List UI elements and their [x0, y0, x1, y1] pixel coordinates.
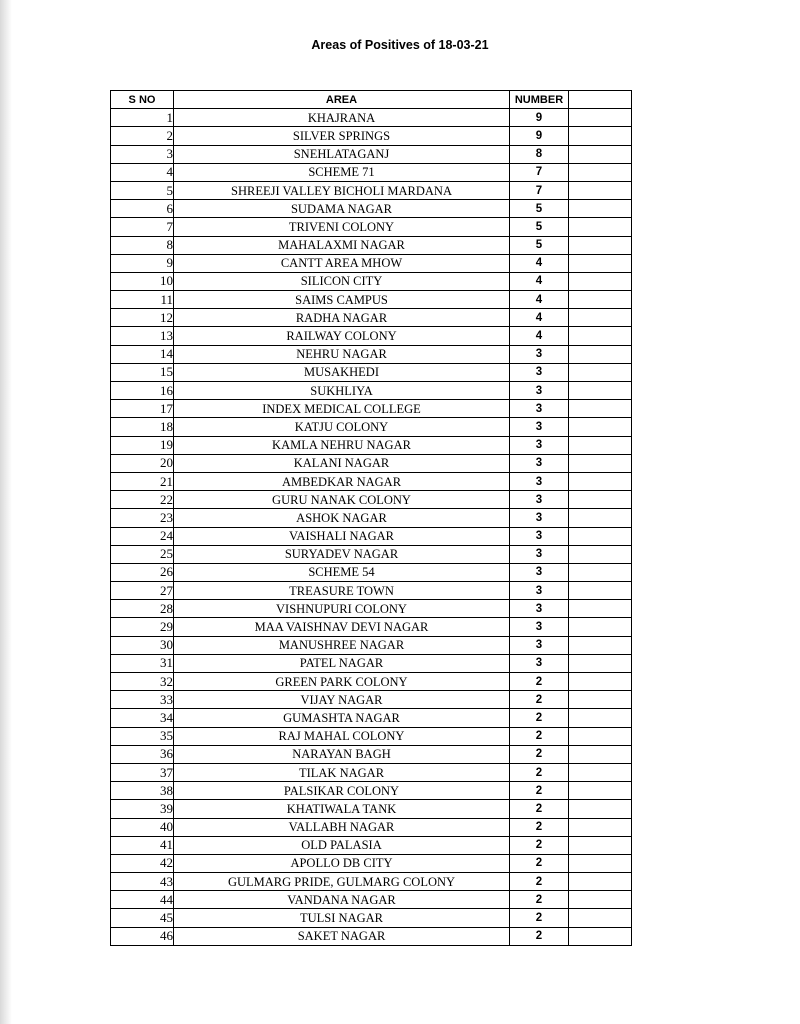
table-row — [111, 527, 632, 545]
cell-sno: 20 — [111, 454, 174, 472]
cell-sno: 26 — [111, 563, 174, 581]
cell-area: MAA VAISHNAV DEVI NAGAR — [174, 618, 510, 636]
cell-number: 5 — [510, 218, 569, 236]
cell-extra — [569, 254, 632, 272]
cell-number: 4 — [510, 327, 569, 345]
cell-number: 3 — [510, 491, 569, 509]
cell-extra — [569, 509, 632, 527]
table-row — [111, 345, 632, 363]
table-row — [111, 709, 632, 727]
table-row — [111, 236, 632, 254]
table-header-row — [111, 91, 632, 109]
cell-area: SILICON CITY — [174, 272, 510, 290]
table-row — [111, 927, 632, 945]
cell-sno: 12 — [111, 309, 174, 327]
cell-area: OLD PALASIA — [174, 836, 510, 854]
cell-number: 2 — [510, 854, 569, 872]
cell-extra — [569, 854, 632, 872]
cell-extra — [569, 527, 632, 545]
cell-extra — [569, 382, 632, 400]
cell-sno: 32 — [111, 673, 174, 691]
cell-sno: 2 — [111, 127, 174, 145]
cell-extra — [569, 600, 632, 618]
table-row — [111, 291, 632, 309]
cell-sno: 25 — [111, 545, 174, 563]
cell-extra — [569, 709, 632, 727]
cell-number: 5 — [510, 236, 569, 254]
cell-number: 3 — [510, 382, 569, 400]
cell-sno: 39 — [111, 800, 174, 818]
cell-area: VALLABH NAGAR — [174, 818, 510, 836]
cell-area: TRIVENI COLONY — [174, 218, 510, 236]
cell-sno: 1 — [111, 109, 174, 127]
cell-number: 2 — [510, 673, 569, 691]
cell-number: 2 — [510, 691, 569, 709]
cell-sno: 4 — [111, 163, 174, 181]
table-row — [111, 636, 632, 654]
cell-number: 3 — [510, 363, 569, 381]
cell-sno: 17 — [111, 400, 174, 418]
table-row — [111, 145, 632, 163]
cell-extra — [569, 582, 632, 600]
cell-number: 2 — [510, 800, 569, 818]
cell-number: 3 — [510, 618, 569, 636]
cell-area: VIJAY NAGAR — [174, 691, 510, 709]
cell-number: 2 — [510, 745, 569, 763]
table-row — [111, 818, 632, 836]
table-row — [111, 382, 632, 400]
cell-number: 2 — [510, 891, 569, 909]
cell-sno: 8 — [111, 236, 174, 254]
cell-number: 3 — [510, 654, 569, 672]
cell-sno: 27 — [111, 582, 174, 600]
cell-extra — [569, 727, 632, 745]
cell-extra — [569, 309, 632, 327]
cell-extra — [569, 291, 632, 309]
cell-sno: 22 — [111, 491, 174, 509]
table-row — [111, 181, 632, 199]
cell-extra — [569, 563, 632, 581]
cell-area: VAISHALI NAGAR — [174, 527, 510, 545]
cell-area: SAIMS CAMPUS — [174, 291, 510, 309]
cell-extra — [569, 673, 632, 691]
cell-number: 3 — [510, 454, 569, 472]
cell-number: 4 — [510, 254, 569, 272]
cell-area: MANUSHREE NAGAR — [174, 636, 510, 654]
cell-area: MUSAKHEDI — [174, 363, 510, 381]
cell-number: 3 — [510, 436, 569, 454]
cell-number: 2 — [510, 836, 569, 854]
cell-number: 2 — [510, 909, 569, 927]
table-row — [111, 127, 632, 145]
cell-area: CANTT AREA MHOW — [174, 254, 510, 272]
table-row — [111, 673, 632, 691]
cell-area: VANDANA NAGAR — [174, 891, 510, 909]
table-row — [111, 745, 632, 763]
cell-area: KHATIWALA TANK — [174, 800, 510, 818]
cell-extra — [569, 745, 632, 763]
cell-area: SCHEME 71 — [174, 163, 510, 181]
cell-number: 2 — [510, 763, 569, 781]
cell-sno: 43 — [111, 873, 174, 891]
cell-area: TILAK NAGAR — [174, 763, 510, 781]
cell-extra — [569, 545, 632, 563]
cell-extra — [569, 654, 632, 672]
table-row — [111, 691, 632, 709]
table-row — [111, 800, 632, 818]
cell-sno: 10 — [111, 272, 174, 290]
cell-sno: 3 — [111, 145, 174, 163]
cell-extra — [569, 800, 632, 818]
cell-sno: 29 — [111, 618, 174, 636]
cell-area: SCHEME 54 — [174, 563, 510, 581]
table-row — [111, 472, 632, 490]
cell-extra — [569, 436, 632, 454]
cell-sno: 31 — [111, 654, 174, 672]
cell-extra — [569, 109, 632, 127]
cell-area: RADHA NAGAR — [174, 309, 510, 327]
cell-area: PATEL NAGAR — [174, 654, 510, 672]
cell-sno: 24 — [111, 527, 174, 545]
cell-sno: 30 — [111, 636, 174, 654]
table-row — [111, 254, 632, 272]
cell-extra — [569, 145, 632, 163]
table-row — [111, 272, 632, 290]
cell-number: 2 — [510, 873, 569, 891]
cell-area: SURYADEV NAGAR — [174, 545, 510, 563]
cell-area: PALSIKAR COLONY — [174, 782, 510, 800]
cell-number: 3 — [510, 345, 569, 363]
cell-sno: 11 — [111, 291, 174, 309]
cell-number: 3 — [510, 582, 569, 600]
cell-area: VISHNUPURI COLONY — [174, 600, 510, 618]
cell-extra — [569, 491, 632, 509]
table-row — [111, 909, 632, 927]
header-extra — [569, 91, 632, 109]
cell-sno: 35 — [111, 727, 174, 745]
cell-sno: 40 — [111, 818, 174, 836]
cell-sno: 41 — [111, 836, 174, 854]
table-row — [111, 109, 632, 127]
cell-extra — [569, 891, 632, 909]
table-row — [111, 582, 632, 600]
cell-extra — [569, 236, 632, 254]
cell-extra — [569, 618, 632, 636]
cell-number: 3 — [510, 527, 569, 545]
cell-extra — [569, 763, 632, 781]
header-sno: S NO — [111, 91, 174, 109]
table-row — [111, 891, 632, 909]
cell-extra — [569, 400, 632, 418]
cell-area: RAJ MAHAL COLONY — [174, 727, 510, 745]
cell-area: TULSI NAGAR — [174, 909, 510, 927]
cell-extra — [569, 272, 632, 290]
document-title: Areas of Positives of 18-03-21 — [311, 38, 489, 52]
cell-sno: 28 — [111, 600, 174, 618]
cell-number: 9 — [510, 127, 569, 145]
cell-extra — [569, 691, 632, 709]
cell-extra — [569, 873, 632, 891]
cell-sno: 16 — [111, 382, 174, 400]
table-row — [111, 600, 632, 618]
cell-number: 2 — [510, 782, 569, 800]
table-row — [111, 854, 632, 872]
cell-extra — [569, 454, 632, 472]
cell-extra — [569, 909, 632, 927]
table-row — [111, 491, 632, 509]
cell-extra — [569, 181, 632, 199]
cell-area: GURU NANAK COLONY — [174, 491, 510, 509]
cell-number: 2 — [510, 818, 569, 836]
table-row — [111, 654, 632, 672]
areas-table — [110, 90, 632, 946]
cell-number: 5 — [510, 200, 569, 218]
cell-sno: 6 — [111, 200, 174, 218]
cell-extra — [569, 418, 632, 436]
cell-number: 3 — [510, 545, 569, 563]
table-row — [111, 200, 632, 218]
cell-number: 2 — [510, 709, 569, 727]
table-row — [111, 545, 632, 563]
cell-sno: 7 — [111, 218, 174, 236]
table-row — [111, 509, 632, 527]
cell-area: GULMARG PRIDE, GULMARG COLONY — [174, 873, 510, 891]
cell-sno: 23 — [111, 509, 174, 527]
cell-area: ASHOK NAGAR — [174, 509, 510, 527]
page-left-edge-shadow — [0, 0, 12, 1024]
cell-area: MAHALAXMI NAGAR — [174, 236, 510, 254]
cell-area: SNEHLATAGANJ — [174, 145, 510, 163]
cell-area: SUDAMA NAGAR — [174, 200, 510, 218]
cell-extra — [569, 818, 632, 836]
cell-sno: 38 — [111, 782, 174, 800]
cell-number: 3 — [510, 400, 569, 418]
cell-number: 3 — [510, 563, 569, 581]
cell-number: 3 — [510, 418, 569, 436]
cell-number: 7 — [510, 163, 569, 181]
table-row — [111, 400, 632, 418]
table-row — [111, 873, 632, 891]
table-row — [111, 836, 632, 854]
cell-number: 3 — [510, 636, 569, 654]
cell-area: NARAYAN BAGH — [174, 745, 510, 763]
cell-area: INDEX MEDICAL COLLEGE — [174, 400, 510, 418]
cell-number: 7 — [510, 181, 569, 199]
table-row — [111, 218, 632, 236]
cell-sno: 21 — [111, 472, 174, 490]
cell-number: 2 — [510, 727, 569, 745]
cell-extra — [569, 327, 632, 345]
cell-number: 4 — [510, 272, 569, 290]
cell-sno: 13 — [111, 327, 174, 345]
cell-sno: 33 — [111, 691, 174, 709]
cell-area: AMBEDKAR NAGAR — [174, 472, 510, 490]
cell-extra — [569, 636, 632, 654]
table-row — [111, 782, 632, 800]
cell-extra — [569, 163, 632, 181]
cell-area: SHREEJI VALLEY BICHOLI MARDANA — [174, 181, 510, 199]
cell-sno: 14 — [111, 345, 174, 363]
cell-sno: 19 — [111, 436, 174, 454]
cell-extra — [569, 836, 632, 854]
cell-area: RAILWAY COLONY — [174, 327, 510, 345]
cell-number: 4 — [510, 291, 569, 309]
cell-sno: 37 — [111, 763, 174, 781]
cell-number: 4 — [510, 309, 569, 327]
cell-extra — [569, 927, 632, 945]
cell-area: SUKHLIYA — [174, 382, 510, 400]
table-row — [111, 436, 632, 454]
cell-number: 3 — [510, 600, 569, 618]
header-area: AREA — [174, 91, 510, 109]
cell-extra — [569, 782, 632, 800]
cell-extra — [569, 127, 632, 145]
cell-area: SILVER SPRINGS — [174, 127, 510, 145]
table-row — [111, 327, 632, 345]
cell-extra — [569, 345, 632, 363]
cell-sno: 36 — [111, 745, 174, 763]
cell-sno: 5 — [111, 181, 174, 199]
table-row — [111, 763, 632, 781]
cell-sno: 45 — [111, 909, 174, 927]
cell-sno: 18 — [111, 418, 174, 436]
cell-sno: 9 — [111, 254, 174, 272]
cell-area: GUMASHTA NAGAR — [174, 709, 510, 727]
cell-area: APOLLO DB CITY — [174, 854, 510, 872]
cell-area: KAMLA NEHRU NAGAR — [174, 436, 510, 454]
cell-sno: 34 — [111, 709, 174, 727]
cell-area: KALANI NAGAR — [174, 454, 510, 472]
cell-extra — [569, 363, 632, 381]
cell-number: 8 — [510, 145, 569, 163]
table-row — [111, 454, 632, 472]
cell-area: KHAJRANA — [174, 109, 510, 127]
table-row — [111, 727, 632, 745]
cell-area: SAKET NAGAR — [174, 927, 510, 945]
table-row — [111, 363, 632, 381]
cell-area: GREEN PARK COLONY — [174, 673, 510, 691]
cell-extra — [569, 200, 632, 218]
header-number: NUMBER — [510, 91, 569, 109]
cell-area: KATJU COLONY — [174, 418, 510, 436]
cell-extra — [569, 218, 632, 236]
cell-sno: 15 — [111, 363, 174, 381]
cell-sno: 44 — [111, 891, 174, 909]
cell-number: 3 — [510, 472, 569, 490]
cell-sno: 42 — [111, 854, 174, 872]
cell-extra — [569, 472, 632, 490]
cell-number: 3 — [510, 509, 569, 527]
table-row — [111, 163, 632, 181]
cell-number: 2 — [510, 927, 569, 945]
cell-number: 9 — [510, 109, 569, 127]
table-row — [111, 309, 632, 327]
cell-sno: 46 — [111, 927, 174, 945]
table-row — [111, 418, 632, 436]
cell-area: TREASURE TOWN — [174, 582, 510, 600]
cell-area: NEHRU NAGAR — [174, 345, 510, 363]
table-row — [111, 563, 632, 581]
table-row — [111, 618, 632, 636]
